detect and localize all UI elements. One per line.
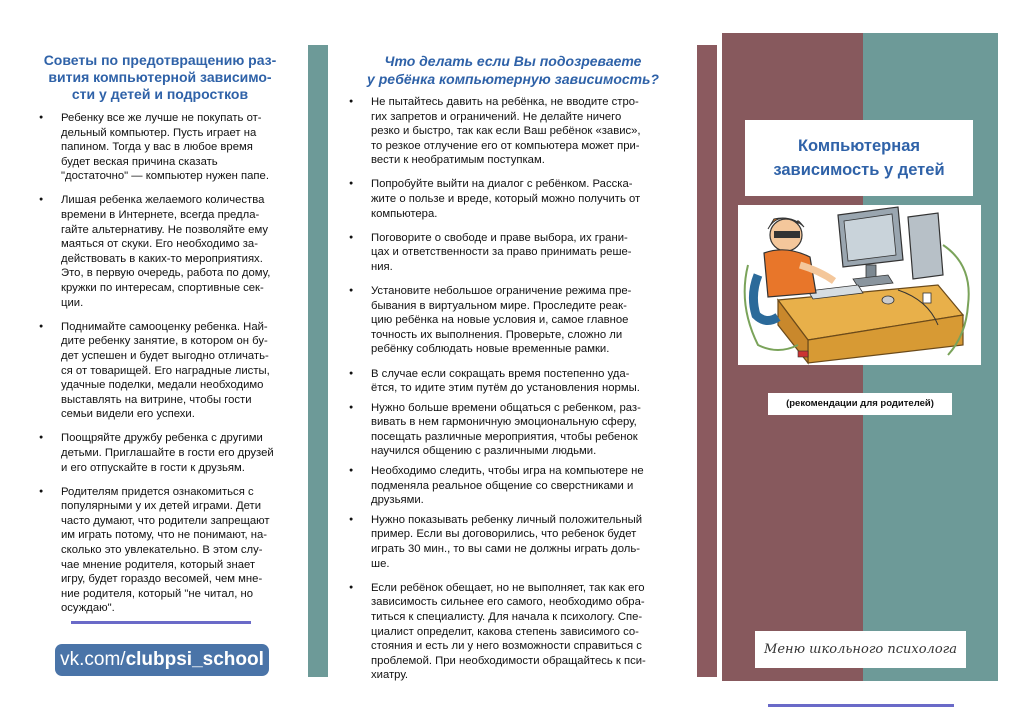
boy-at-computer-illustration <box>738 205 981 365</box>
left-teal-bar <box>308 45 328 677</box>
list-item: ● Нужно больше времени общаться с ребенком, раз- вивать в нем гармоничную эмоциональную сферу, посещать различные мероприятия, чтобы ребенок научился общению с различными людьми. <box>345 401 685 459</box>
signature-text: Меню школьного психолога <box>764 642 957 657</box>
right-divider <box>768 704 954 707</box>
list-item: ● Родителям придется ознакомиться с популярными у их детей играми. Дети часто думают, что родители запрещают им играть потому, что не понимают, на- сколько это увлекательно. В этом слу- чае мнение родителя, который знает игру, будет гораздо весомей, чем мне- ние родителя, который "не читал, но осуждаю". <box>35 485 290 616</box>
list-item: ● Поощряйте дружбу ребенка с другими детьми. Приглашайте в гости его друзей и его отпускайте в гости к друзьям. <box>35 431 290 475</box>
list-item: ● Если ребёнок обещает, но не выполняет, так как его зависимость сильнее его самого, необходимо обра- титься к специалисту. Для начала к психологу. Спе- циалист определит, какова степень зависимого со- стояния и есть ли у него возможности справиться с проблемой. При необходимости обращайтесь к пси- хиатру. <box>345 581 685 683</box>
middle-heading: Что делать если Вы подозреваете у ребёнка компьютерную зависимость? <box>367 53 659 87</box>
left-divider <box>71 621 251 624</box>
list-item: ● Необходимо следить, чтобы игра на компьютере не подменяла реальное общение со сверстниками и друзьями. <box>345 464 685 508</box>
middle-mauve-bar <box>697 45 717 677</box>
list-item: ● Попробуйте выйти на диалог с ребёнком. Расска- жите о пользе и вреде, который можно получить от компьютера. <box>345 177 685 221</box>
list-item: ● Ребенку все же лучше не покупать от- дельный компьютер. Пусть играет на папином. Тогда у вас в любое время будет веская причина сказать "достаточно" — компьютер нужен папе. <box>35 111 290 184</box>
signature-logo <box>755 631 966 668</box>
left-heading: Советы по предотвращению раз- вития компьютерной зависимо- сти у детей и подростков <box>43 52 277 102</box>
list-item: ● Нужно показывать ребенку личный положительный пример. Если вы договорились, что ребенок будет играть 30 мин., то вы сами не должны играть доль- ше. <box>345 513 685 571</box>
list-item: ● В случае если сокращать время постепенно уда- ётся, то идите этим путём до установления нормы. <box>345 367 685 396</box>
middle-tips-list <box>345 95 685 692</box>
vk-name: clubpsi_school <box>125 649 264 670</box>
list-item: ● Лишая ребенка желаемого количества времени в Интернете, всегда предла- гайте альтернативу. Не позволяйте ему маяться от скуки. Его необходимо за- действовать в каких-то мероприятиях. Это, в первую очередь, работа по дому, кружки по интересам, спортивные сек- ции. <box>35 193 290 310</box>
vk-link-badge[interactable] <box>55 644 269 676</box>
list-item: ● Поднимайте самооценку ребенка. Най- дите ребенку занятие, в котором он бу- дет успешен и будет выгодно отличать- ся от товарищей. Его наградные листы, удачные поделки, медали необходимо выставлять на витрине, чтобы гости семьи видели его успехи. <box>35 320 290 422</box>
illustration <box>738 205 981 365</box>
list-item: ● Поговорите о свободе и праве выбора, их грани- цах и ответственности за право принимать реше- ния. <box>345 231 685 275</box>
cover-title: Компьютерная зависимость у детей <box>745 120 973 196</box>
list-item: ● Установите небольшое ограничение режима пре- бывания в виртуальном мире. Проследите реак- цию ребёнка на новые условия и, самое главное точность их выполнения. Проверьте, сложно ли ребёнку соблюдать новые временные рамки. <box>345 284 685 357</box>
left-tips-list <box>35 111 290 626</box>
cover-subtitle: (рекомендации для родителей) <box>768 393 952 415</box>
list-item: ● Не пытайтесь давить на ребёнка, не вводите стро- гих запретов и ограничений. Не делайте ничего резко и быстро, так как если Ваш ребёнок «завис», то резкое отлучение его от компьютера может при- вести к необратимым поступкам. <box>345 95 685 168</box>
vk-prefix: vk.com/ <box>60 649 126 670</box>
